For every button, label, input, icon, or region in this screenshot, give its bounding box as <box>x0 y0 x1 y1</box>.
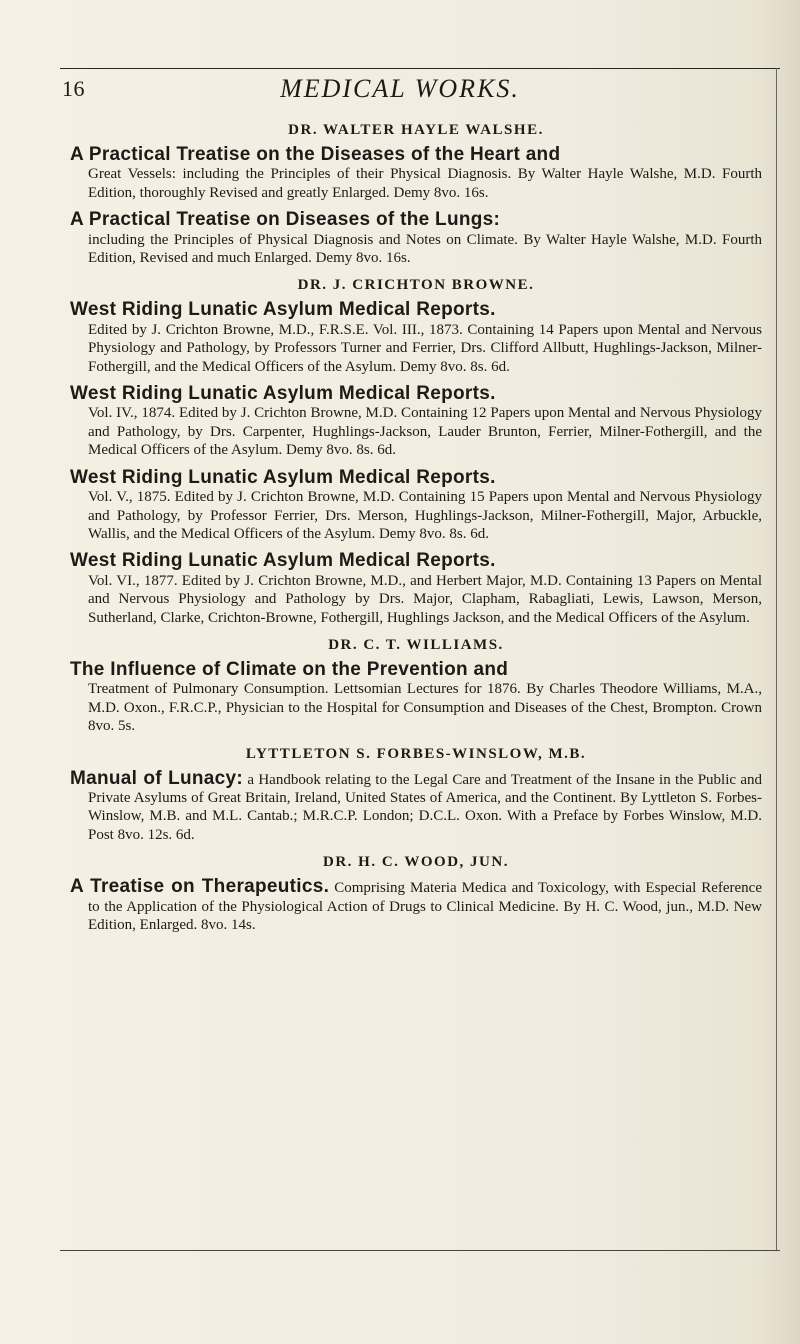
book-title: Manual of Lunacy: <box>70 767 244 789</box>
author-heading: DR. C. T. WILLIAMS. <box>328 636 504 653</box>
book-description: Treatment of Pulmonary Consumption. Lettsomian Lectures for 1876. By Charles Theodore Williams, M.A., M.D. Oxon., F.R.C.P., Physician to the Hospital for Consumption and Diseases of the Chest, Brompton. Crown 8vo. 5s. <box>88 681 762 735</box>
book-entry <box>70 211 762 267</box>
book-entry <box>70 466 762 544</box>
entry-paragraph <box>70 211 762 267</box>
page-number: 16 <box>62 76 85 101</box>
book-entry <box>70 552 762 627</box>
book-entry <box>70 767 762 845</box>
catalogue-content <box>70 121 762 943</box>
running-title: MEDICAL WORKS. <box>280 74 520 103</box>
book-title: A Practical Treatise on Diseases of the Lungs: <box>70 209 501 231</box>
author-heading: LYTTLETON S. FORBES-WINSLOW, M.B. <box>245 745 587 762</box>
book-entry <box>70 878 762 934</box>
book-description: Edited by J. Crichton Browne, M.D., F.R.S.E. Vol. III., 1873. Containing 14 Papers upon Mental and Nervous Physiology and Pathology, by Professors Turner and Ferrier, Drs. Clifford Allbutt, Hughlings-Jackson, Milner-Fothergill, and the Medical Officers of the Asylum. Demy 8vo. 8s. 6d. <box>88 321 762 375</box>
book-entry <box>70 658 762 736</box>
book-entry <box>70 301 762 376</box>
entry-paragraph <box>70 878 762 934</box>
author-heading: DR. WALTER HAYLE WALSHE. <box>288 122 544 138</box>
entry-paragraph <box>70 146 762 202</box>
book-description: Great Vessels: including the Principles of their Physical Diagnosis. By Walter Hayle Walshe, M.D. Fourth Edition, thoroughly Revised and greatly Enlarged. Demy 8vo. 16s. <box>88 166 762 201</box>
author-heading: DR. H. C. WOOD, JUN. <box>323 854 509 871</box>
book-title: West Riding Lunatic Asylum Medical Reports. <box>70 550 496 572</box>
entry-paragraph <box>70 385 762 460</box>
author-heading: DR. J. CRICHTON BROWNE. <box>297 277 535 294</box>
book-description: Vol. V., 1875. Edited by J. Crichton Browne, M.D. Containing 15 Papers upon Mental and Nervous Physiology and Pathology, by Professor Ferrier, Drs. Merson, Hughlings-Jackson, Milner-Fothergill, Major, Arbuckle, Wallis, and the Medical Officers of the Asylum. Demy 8vo. 8s. 6d. <box>88 489 762 542</box>
book-entry <box>70 146 762 202</box>
book-title: West Riding Lunatic Asylum Medical Reports. <box>70 383 496 405</box>
entry-paragraph <box>70 658 762 736</box>
book-description: Vol. VI., 1877. Edited by J. Crichton Browne, M.D., and Herbert Major, M.D. Containing 13 Papers on Mental and Nervous Physiology and Pathology by Drs. Major, Clapham, Rabagliati, Lewis, Lawson, Merson, Sutherland, Clarke, Crichton-Browne, Fothergill, Hughlings Jackson, and the Medical Officers of the Asylum. <box>88 572 762 626</box>
entry-paragraph <box>70 301 762 376</box>
book-title: West Riding Lunatic Asylum Medical Reports. <box>70 466 496 488</box>
book-description: Comprising Materia Medica and Toxicology, with Especial Reference to the Application of the Physiological Action of Drugs to Clinical Medicine. By H. C. Wood, jun., M.D. New Edition, Enlarged. 8vo. 14s. <box>88 880 762 933</box>
book-entry <box>70 385 762 460</box>
book-title: A Practical Treatise on the Diseases of the Heart and <box>70 144 561 165</box>
book-title: A Treatise on Therapeutics. <box>70 876 330 898</box>
entry-paragraph <box>70 552 762 627</box>
book-description: Vol. IV., 1874. Edited by J. Crichton Browne, M.D. Containing 12 Papers upon Mental and Nervous Physiology and Pathology, by Drs. Carpenter, Hughlings-Jackson, Lauder Brunton, Ferrier, Milner-Fothergill, and the Medical Officers of the Asylum. Demy 8vo. 8s. 6d. <box>88 405 762 459</box>
book-title: West Riding Lunatic Asylum Medical Reports. <box>70 299 496 321</box>
book-description: a Handbook relating to the Legal Care and Treatment of the Insane in the Public and Private Asylums of Great Britain, Ireland, United States of America, and the Continent. By Lyttleton S. Forbes-Winslow, M.B. and M.L. Cantab.; M.R.C.P. London; D.C.L. Oxon. With a Preface by Forbes Winslow, M.D. Post 8vo. 12s. 6d. <box>88 771 762 843</box>
book-description: including the Principles of Physical Diagnosis and Notes on Climate. By Walter Hayle Walshe, M.D. Fourth Edition, Revised and much Enlarged. Demy 8vo. 16s. <box>88 231 762 267</box>
footer-rule <box>60 1250 780 1251</box>
entry-paragraph <box>70 466 762 544</box>
header-rule <box>60 68 780 69</box>
page-edge-rule <box>776 68 777 1250</box>
book-title: The Influence of Climate on the Prevention and <box>70 658 509 680</box>
entry-paragraph <box>70 767 762 845</box>
